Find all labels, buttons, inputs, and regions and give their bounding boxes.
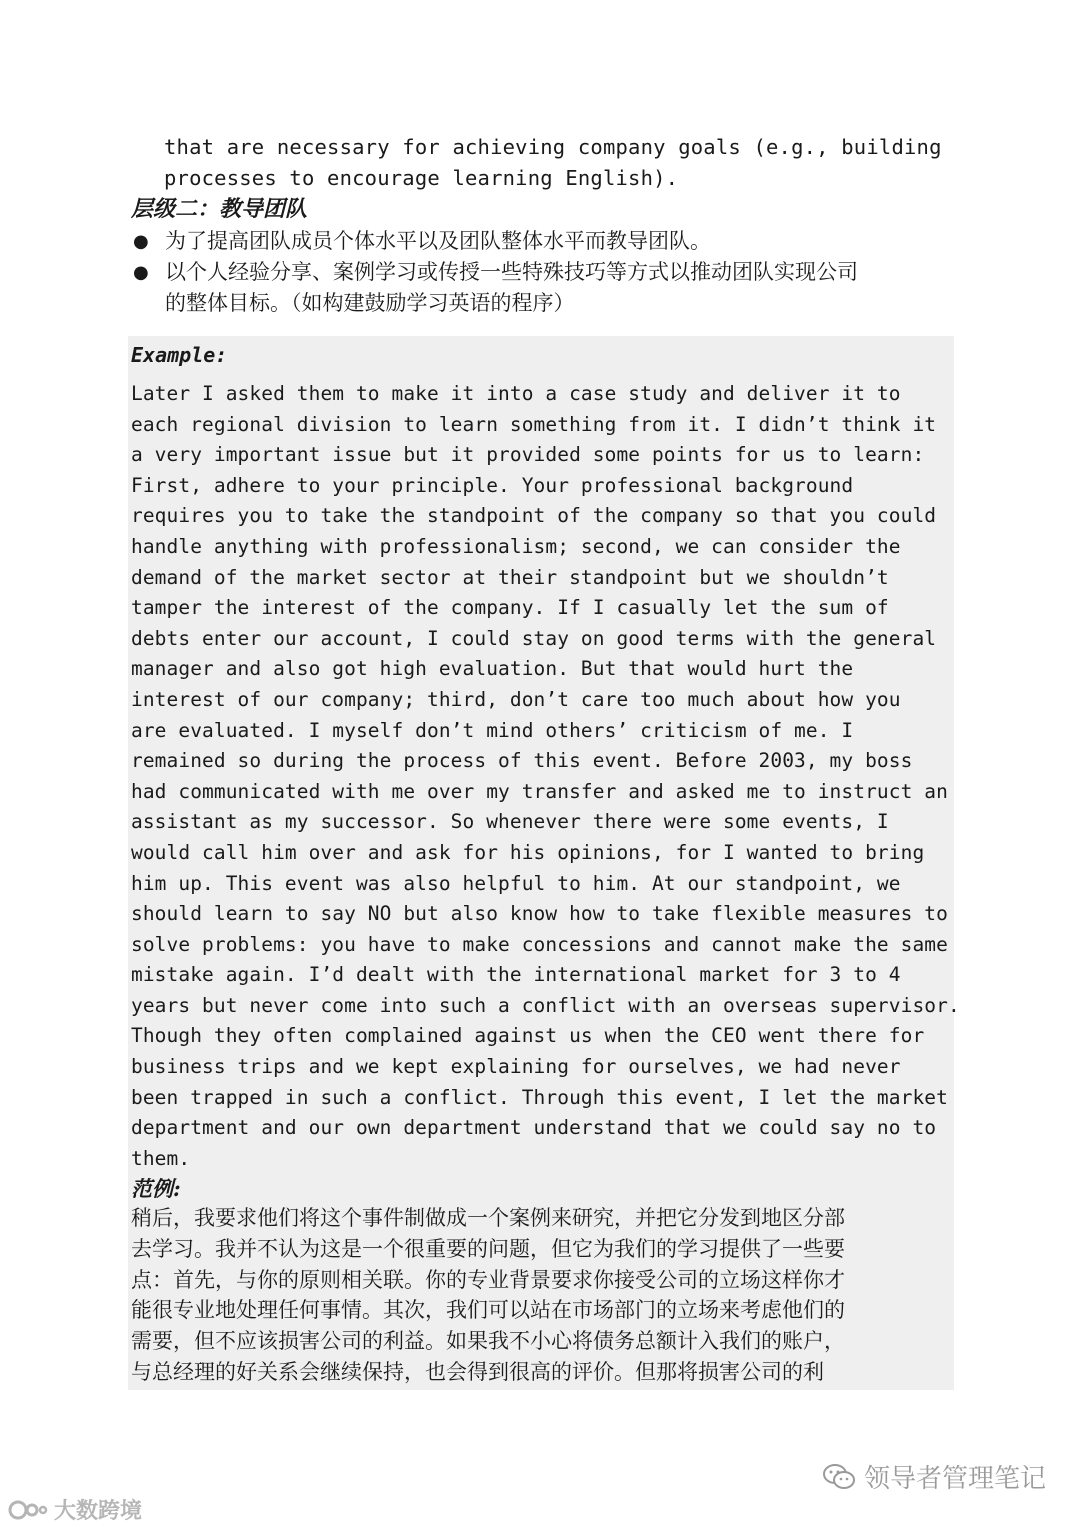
- bullet-dot-icon: ●: [133, 262, 149, 283]
- list-item-text: 以个人经验分享、案例学习或传授一些特殊技巧等方式以推动团队实现公司 的整体目标。（如构建鼓励学习英语的程序）: [165, 260, 858, 315]
- dashuju-logo-icon: [8, 1497, 48, 1523]
- list-item: [131, 257, 951, 319]
- watermark-right-text: 领导者管理笔记: [863, 1464, 1046, 1494]
- bullet-dot-icon: ●: [133, 231, 149, 252]
- wechat-icon: [822, 1463, 856, 1491]
- section-heading: 层级二：教导团队: [131, 196, 308, 222]
- bullet-list: [131, 226, 951, 319]
- example-body: Later I asked them to make it into a case study and deliver it to each regional division to learn something from it. I didn’t think it a very important issue but it provided some points for us to learn: First, adhere to your principle. Your professional background requires you to take the standpoint of the company so that you could handle anything with professionalism; second, we can consider the demand of the market sector at their standpoint but we shouldn’t tamper the interest of the company. If I casually let the sum of debts enter our account, I could stay on good terms with the general manager and also got high evaluation. But that would hurt the interest of our company; third, don’t care too much about how you are evaluated. I myself don’t mind others’ criticism of me. I remained so during the process of this event. Before 2003, my boss had communicated with me over my transfer and asked me to instruct an assistant as my successor. So whenever there were some events, I would call him over and ask for his opinions, for I wanted to bring him up. This event was also helpful to him. At our standpoint, we should learn to say NO but also know how to take flexible measures to solve problems: you have to make concessions and cannot make the same mistake again. I’d dealt with the international market for 3 to 4 years but never come into such a conflict with an overseas supervisor. Though they often complained against us when the CEO went there for business trips and we kept explaining for ourselves, we had never been trapped in such a conflict. Through this event, I let the market department and our own department understand that we could say no to them.: [131, 382, 960, 1170]
- watermark-left-text: 大数跨境: [54, 1499, 143, 1524]
- list-item-text: 为了提高团队成员个体水平以及团队整体水平而教导团队。: [165, 229, 711, 253]
- list-item: [131, 226, 951, 257]
- fanli-label: 范例:: [131, 1176, 181, 1201]
- intro-text: that are necessary for achieving company goals (e.g., building processes to encourage learning English).: [164, 135, 942, 190]
- watermark-left: [8, 1494, 142, 1525]
- watermark-right: [822, 1458, 1046, 1495]
- fanli-body: 稍后，我要求他们将这个事件制做成一个案例来研究，并把它分发到地区分部 去学习。我并不认为这是一个很重要的问题，但它为我们的学习提供了一些要 点：首先，与你的原则相关联。你的专业背景要求你接受公司的立场这样你才 能很专业地处理任何事情。其次，我们可以站在市场部门的立场来考虑他们的 需要，但不应该损害公司的利益。如果我不小心将债务总额计入我们的账户， 与总经理的好关系会继续保持，也会得到很高的评价。但那将损害公司的利: [131, 1206, 845, 1384]
- example-label: Example:: [131, 343, 228, 367]
